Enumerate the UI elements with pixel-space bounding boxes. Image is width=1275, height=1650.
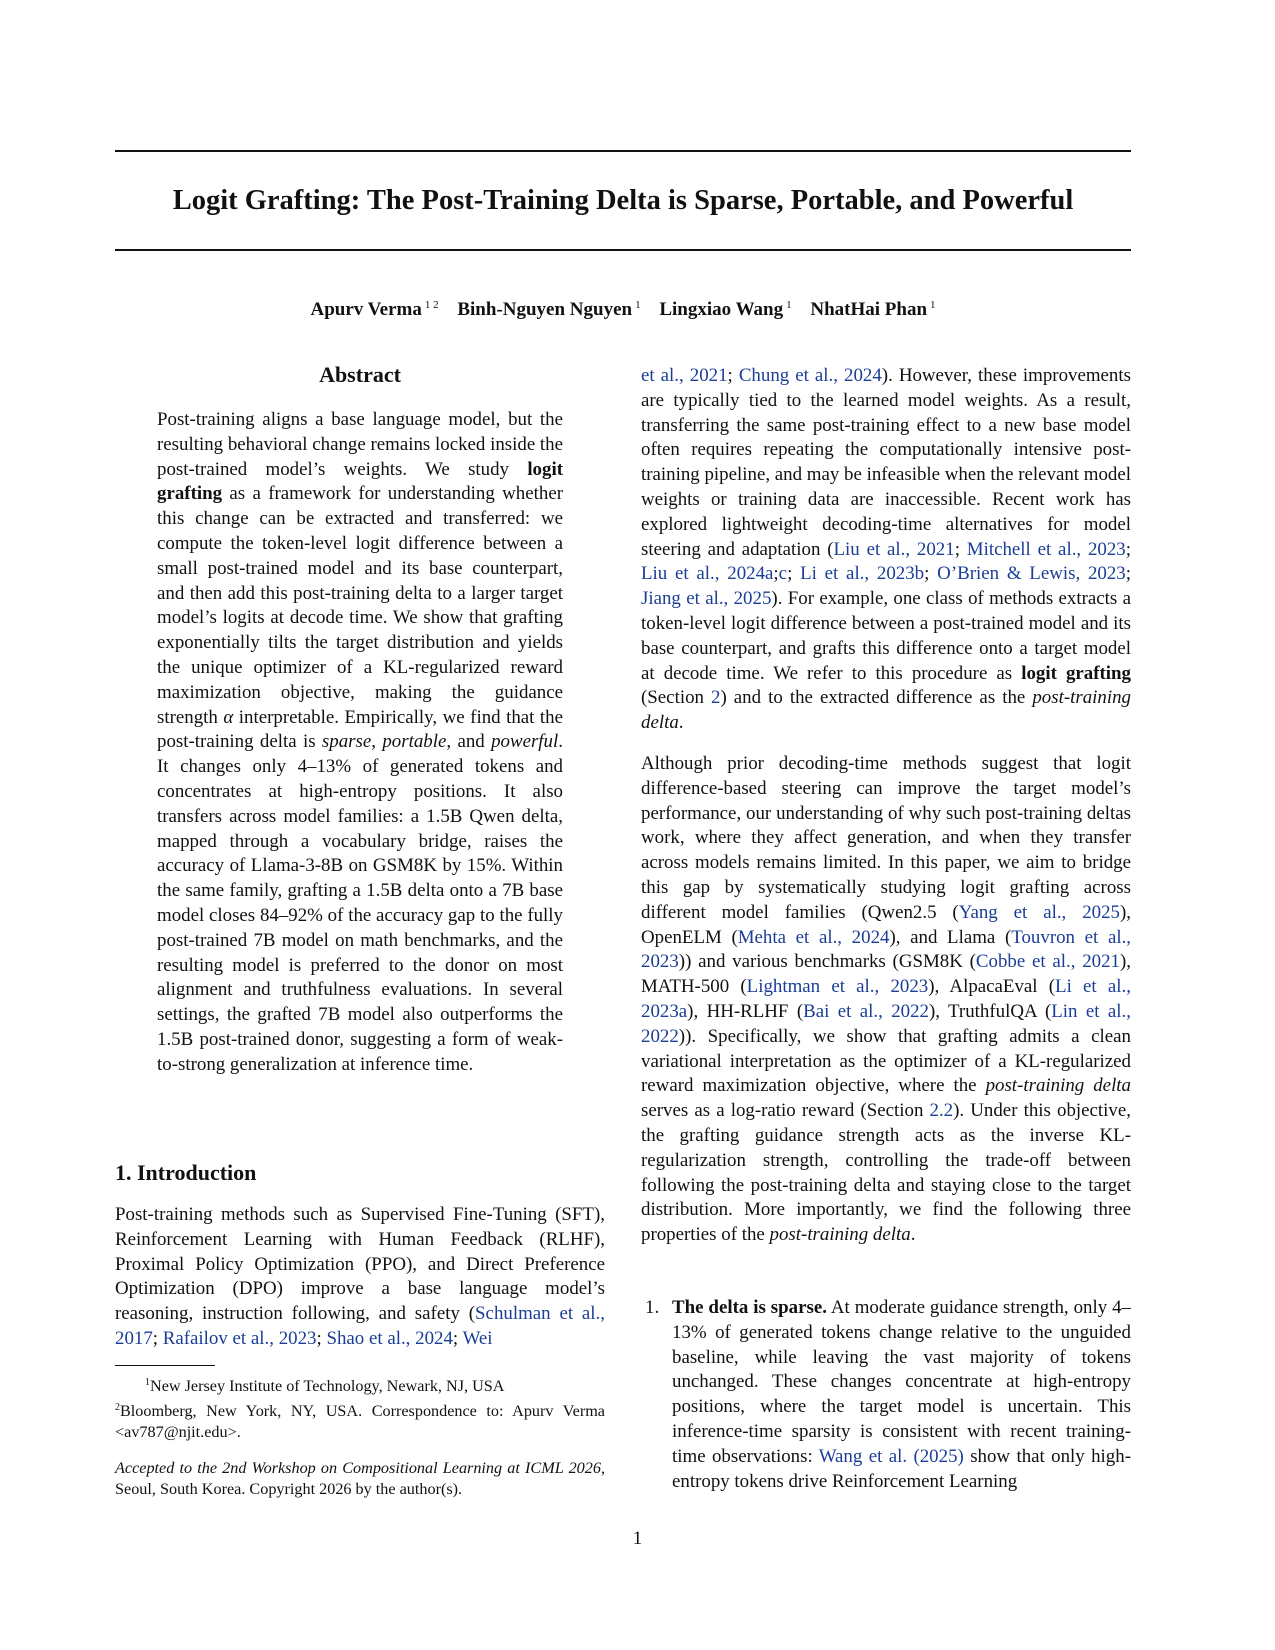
citation-link[interactable]: Liu et al., 2024a — [641, 563, 774, 585]
citation-link[interactable]: Yang et al., 2025 — [958, 901, 1120, 923]
author-affiliation: 1 — [635, 299, 641, 311]
intro-body — [115, 1203, 605, 1352]
title-rule-bottom — [115, 249, 1131, 251]
citation-link[interactable]: c — [778, 563, 788, 585]
footnote-1: $^1$New Jersey Institute of Technology, Newark, NJ, USA — [145, 1377, 505, 1395]
list-item-title: The delta is sparse. — [672, 1297, 827, 1318]
paper-title: Logit Grafting: The Post-Training Delta is Sparse, Portable, and Powerful — [172, 185, 1074, 216]
citation-link[interactable]: Li et al., 2023b — [800, 563, 925, 585]
intro-continued-paragraph-1: et al., 2021; Chung et al., 2024). However, these improvements are typically tied to the learned model weights. As a result, transferring the same post-training effect to a new base model often requires repeating the computationally intensive post-training pipeline, and may be infeasible when the relevant model weights or training data are inaccessible. Recent work has explored lightweight decoding-time alternatives for model steering and adaptation (Liu et al., 2021; Mitchell et al., 2023; Liu et al., 2024a;c; Li et al., 2023b; O’Brien & Lewis, 2023; Jiang et al., 2025). For example, one class of methods extracts a token-level logit difference between a post-trained model and its base counterpart, and grafts this difference onto a target model at decode time. We refer to this procedure as logit grafting (Section 2) and to the extracted difference as the post-training delta. — [641, 365, 1131, 734]
author — [310, 299, 438, 320]
author-name: Apurv Verma — [310, 299, 422, 320]
page-number: 1 — [632, 1528, 643, 1549]
citation-link[interactable]: Mitchell et al., 2023 — [966, 538, 1126, 560]
intro-continued-paragraph-2: Although prior decoding-time methods suggest that logit difference-based steering can improve the target model’s performance, our understanding of why such post-training deltas work, where they affect generation, and when they transfer across models remains limited. In this paper, we aim to bridge this gap by systematically studying logit grafting across different model families (Qwen2.5 (Yang et al., 2025), OpenELM (Mehta et al., 2024), and Llama (Touvron et al., 2023)) and various benchmarks (GSM8K (Cobbe et al., 2021), MATH-500 (Lightman et al., 2023), AlpacaEval (Li et al., 2023a), HH-RLHF (Bai et al., 2022), TruthfulQA (Lin et al., 2022)). Specifically, we show that grafting admits a clean variational interpretation as the optimizer of a KL-regularized reward maximization objective, where the post-training delta serves as a log-ratio reward (Section 2.2). Under this objective, the grafting guidance strength acts as the inverse KL-regularization strength, controlling the trade-off between following the post-training delta and staying close to the target distribution. More importantly, we find the following three properties of the post-training delta. — [641, 753, 1132, 1246]
author-list — [115, 292, 1131, 323]
author — [810, 299, 935, 320]
citation-link[interactable]: et al., 2021 — [641, 365, 728, 386]
abstract-body — [157, 408, 563, 1078]
citation-link[interactable]: O’Brien & Lewis, 2023 — [937, 563, 1126, 585]
citation-link[interactable]: Lin et al., 2022 — [641, 1000, 1131, 1047]
abstract-heading: Abstract — [319, 362, 401, 387]
citation-link[interactable]: Schulman et al., 2017 — [115, 1303, 605, 1349]
citation-link[interactable]: Wei — [462, 1327, 493, 1349]
citation-link[interactable]: Rafailov et al., 2023 — [162, 1327, 317, 1349]
citation-link[interactable]: Touvron et al., 2023 — [641, 926, 1132, 973]
alpha-symbol: α — [223, 706, 234, 728]
citation-link[interactable]: Bai et al., 2022 — [803, 1000, 929, 1022]
citation-link[interactable]: Mehta et al., 2024 — [737, 926, 890, 948]
properties-list — [641, 1296, 1131, 1494]
author — [659, 299, 791, 320]
author-name: Binh-Nguyen Nguyen — [457, 299, 633, 320]
title-rule-top — [115, 150, 1131, 152]
author-affiliation: 1 — [786, 299, 792, 311]
citation-link[interactable]: Cobbe et al., 2021 — [975, 951, 1120, 973]
author-affiliation: 1 — [930, 299, 936, 311]
list-number: 1. — [645, 1297, 660, 1318]
footnote-2: $^2$Bloomberg, New York, NY, USA. Correspondence to: Apurv Verma <av787@njit.edu>. — [115, 1402, 605, 1441]
citation-link[interactable]: Liu et al., 2021 — [833, 538, 955, 560]
author-affiliation: 1 2 — [424, 299, 439, 311]
author — [457, 299, 640, 320]
citation-link[interactable]: Lightman et al., 2023 — [746, 976, 929, 998]
intro-paragraph: Post-training methods such as Supervised Fine-Tuning (SFT), Reinforcement Learning with Human Feedback (RLHF), Proximal Policy Optimization (PPO), and Direct Preference Optimization (DPO) improve a base language model’s reasoning, instruction following, and safety (Schulman et al., 2017; Rafailov et al., 2023; Shao et al., 2024; Wei — [115, 1204, 605, 1349]
term-logit-grafting: logit grafting — [157, 458, 563, 505]
abstract-paragraph: Post-training aligns a base language model, but the resulting behavioral change remains locked inside the post-trained model’s weights. We study logit grafting as a framework for understanding whether this change can be extracted and transferred: we compute the token-level logit difference between a small post-trained model and its base counterpart, and then add this post-training delta to a larger target model’s logits at decode time. We show that grafting exponentially tilts the target distribution and yields the unique optimizer of a KL-regularized reward maximization objective, making the guidance strength α interpretable. Empirically, we find that the post-training delta is sparse, portable, and powerful. It changes only 4–13% of generated tokens and concentrates at high-entropy positions. It also transfers across model families: a 1.5B Qwen delta, mapped through a vocabulary bridge, raises the accuracy of Llama-3-8B on GSM8K by 15%. Within the same family, grafting a 1.5B delta onto a 7B base model closes 84–92% of the accuracy gap to the fully post-trained 7B model on math benchmarks, and the resulting model is preferred to the donor on most alignment and truthfulness evaluations. In several settings, the grafted 7B model also outperforms the 1.5B post-trained donor, suggesting a form of weak-to-strong generalization at inference time. — [157, 409, 564, 1075]
section-link[interactable]: 2 — [711, 687, 721, 709]
author-name: NhatHai Phan — [810, 299, 928, 320]
citation-link[interactable]: Chung et al., 2024 — [738, 365, 882, 386]
section-heading-introduction: 1. Introduction — [115, 1160, 257, 1185]
acceptance-note: Accepted to the 2nd Workshop on Compositional Learning at ICML 2026, Seoul, South Korea. Copyright 2026 by the author(s). — [115, 1459, 605, 1498]
term-logit-grafting: logit grafting — [1021, 662, 1131, 684]
section-link[interactable]: 2.2 — [929, 1100, 954, 1122]
list-item: 1. The delta is sparse. At moderate guidance strength, only 4–13% of generated tokens change relative to the unguided baseline, while leaving the vast majority of tokens unchanged. These changes concentrate at high-entropy positions, where the target model is uncertain. This inference-time sparsity is consistent with recent training-time observations: Wang et al. (2025) show that only high-entropy tokens drive Reinforcement Learning — [645, 1297, 1131, 1492]
citation-link[interactable]: Li et al., 2023a — [641, 976, 1131, 1022]
citation-link[interactable]: Jiang et al., 2025 — [641, 588, 772, 610]
footnotes — [115, 1372, 605, 1443]
citation-link[interactable]: Shao et al., 2024 — [326, 1327, 453, 1349]
footnote-rule — [115, 1365, 215, 1366]
citation-link[interactable]: Wang et al. (2025) — [818, 1445, 964, 1467]
author-name: Lingxiao Wang — [659, 299, 784, 320]
